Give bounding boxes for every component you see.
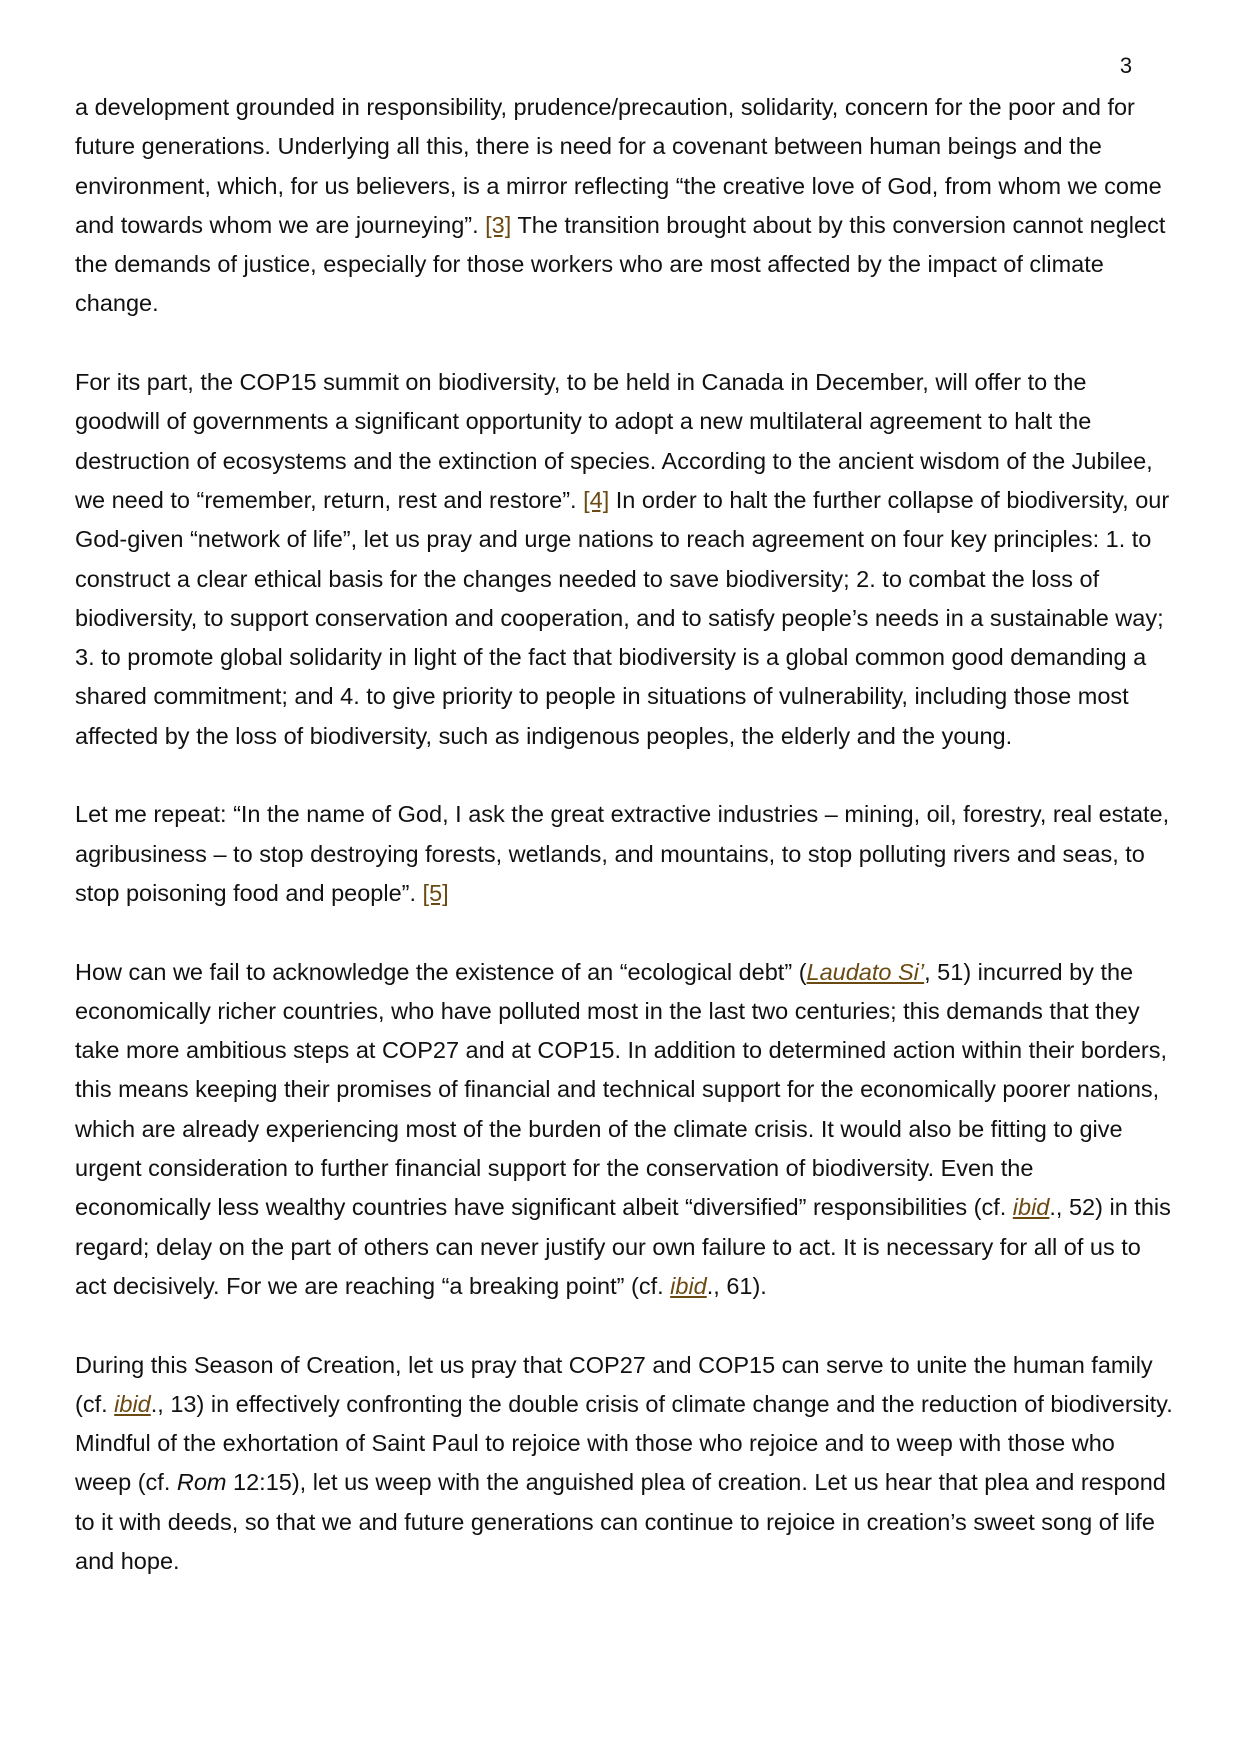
paragraph-text: 12:15), let us weep with the anguished plea of creation. Let us hear that plea and respond to it with deeds, so that we and future generations can continue to rejoice in creation’s sweet song of life and hope. [75,1469,1166,1574]
paragraph [75,88,1175,324]
paragraph [75,363,1175,756]
paragraph-text: ., 13) in effectively confronting the double crisis of climate change and the reduction of biodiversity. Mindful of the exhortation of Saint Paul to rejoice with those who rejoice and to weep with those who weep (cf. [75,1390,1173,1496]
footnote-link[interactable]: [3] [485,211,512,238]
page-number: 3 [1119,53,1133,78]
paragraph-text: a development grounded in responsibility, prudence/precaution, solidarity, concern for the poor and for future generations. Underlying all this, there is need for a covenant between human beings and the environment, which, for us believers, is a mirror reflecting “the creative love of God, from whom we come and towards whom we are journeying”. [75,94,1162,238]
paragraph-text: ., 52) in this regard; delay on the part of others can never justify our own failure to act. It is necessary for all of us to act decisively. For we are reaching “a breaking point” (cf. [75,1194,1171,1299]
paragraph [75,953,1175,1307]
reference-link[interactable]: ibid [670,1272,707,1299]
reference-link[interactable]: Laudato Si’ [806,958,925,985]
paragraph-text: , 51) incurred by the economically richer countries, who have polluted most in the last two centuries; this demands that they take more ambitious steps at COP27 and at COP15. In addition to determined action within their borders, this means keeping their promises of financial and technical support for the economically poorer nations, which are already experiencing most of the burden of the climate crisis. It would also be fitting to give urgent consideration to further financial support for the conservation of biodiversity. Even the economically less wealthy countries have significant albeit “diversified” responsibilities (cf. [75,958,1168,1221]
footnote-link[interactable]: [5] [422,879,449,906]
reference-link[interactable]: ibid [1012,1194,1050,1221]
paragraph-text: How can we fail to acknowledge the existence of an “ecological debt” ( [75,958,807,985]
paragraph-text: Let me repeat: “In the name of God, I ask the great extractive industries – mining, oil, forestry, real estate, agribusiness – to stop destroying forests, wetlands, and mountains, to stop polluting rivers and seas, to stop poisoning food and people”. [75,801,1170,906]
paragraph-text: For its part, the COP15 summit on biodiversity, to be held in Canada in December, will offer to the goodwill of governments a significant opportunity to adopt a new multilateral agreement to halt the destruction of ecosystems and the extinction of species. According to the ancient wisdom of the Jubilee, we need to “remember, return, rest and restore”. [75,369,1153,513]
paragraph-text: ., 61). [706,1272,767,1299]
reference-link[interactable]: ibid [114,1390,151,1417]
paragraph [75,1346,1175,1582]
paragraph-text: During this Season of Creation, let us pray that COP27 and COP15 can serve to unite the human family (cf. [75,1351,1153,1417]
italic-citation: Rom [176,1469,227,1496]
paragraph-text: The transition brought about by this conversion cannot neglect the demands of justice, especially for those workers who are most affected by the impact of climate change. [75,211,1166,317]
paragraph [75,795,1175,913]
footnote-link[interactable]: [4] [583,486,610,513]
paragraph-text: In order to halt the further collapse of biodiversity, our God-given “network of life”, let us pray and urge nations to reach agreement on four key principles: 1. to construct a clear ethical basis for the changes needed to save biodiversity; 2. to combat the loss of biodiversity, to support conservation and cooperation, and to satisfy people’s needs in a sustainable way; 3. to promote global solidarity in light of the fact that biodiversity is a global common good demanding a shared commitment; and 4. to give priority to people in situations of vulnerability, including those most affected by the loss of biodiversity, such as indigenous peoples, the elderly and the young. [75,486,1170,749]
document-body [75,88,1175,1621]
